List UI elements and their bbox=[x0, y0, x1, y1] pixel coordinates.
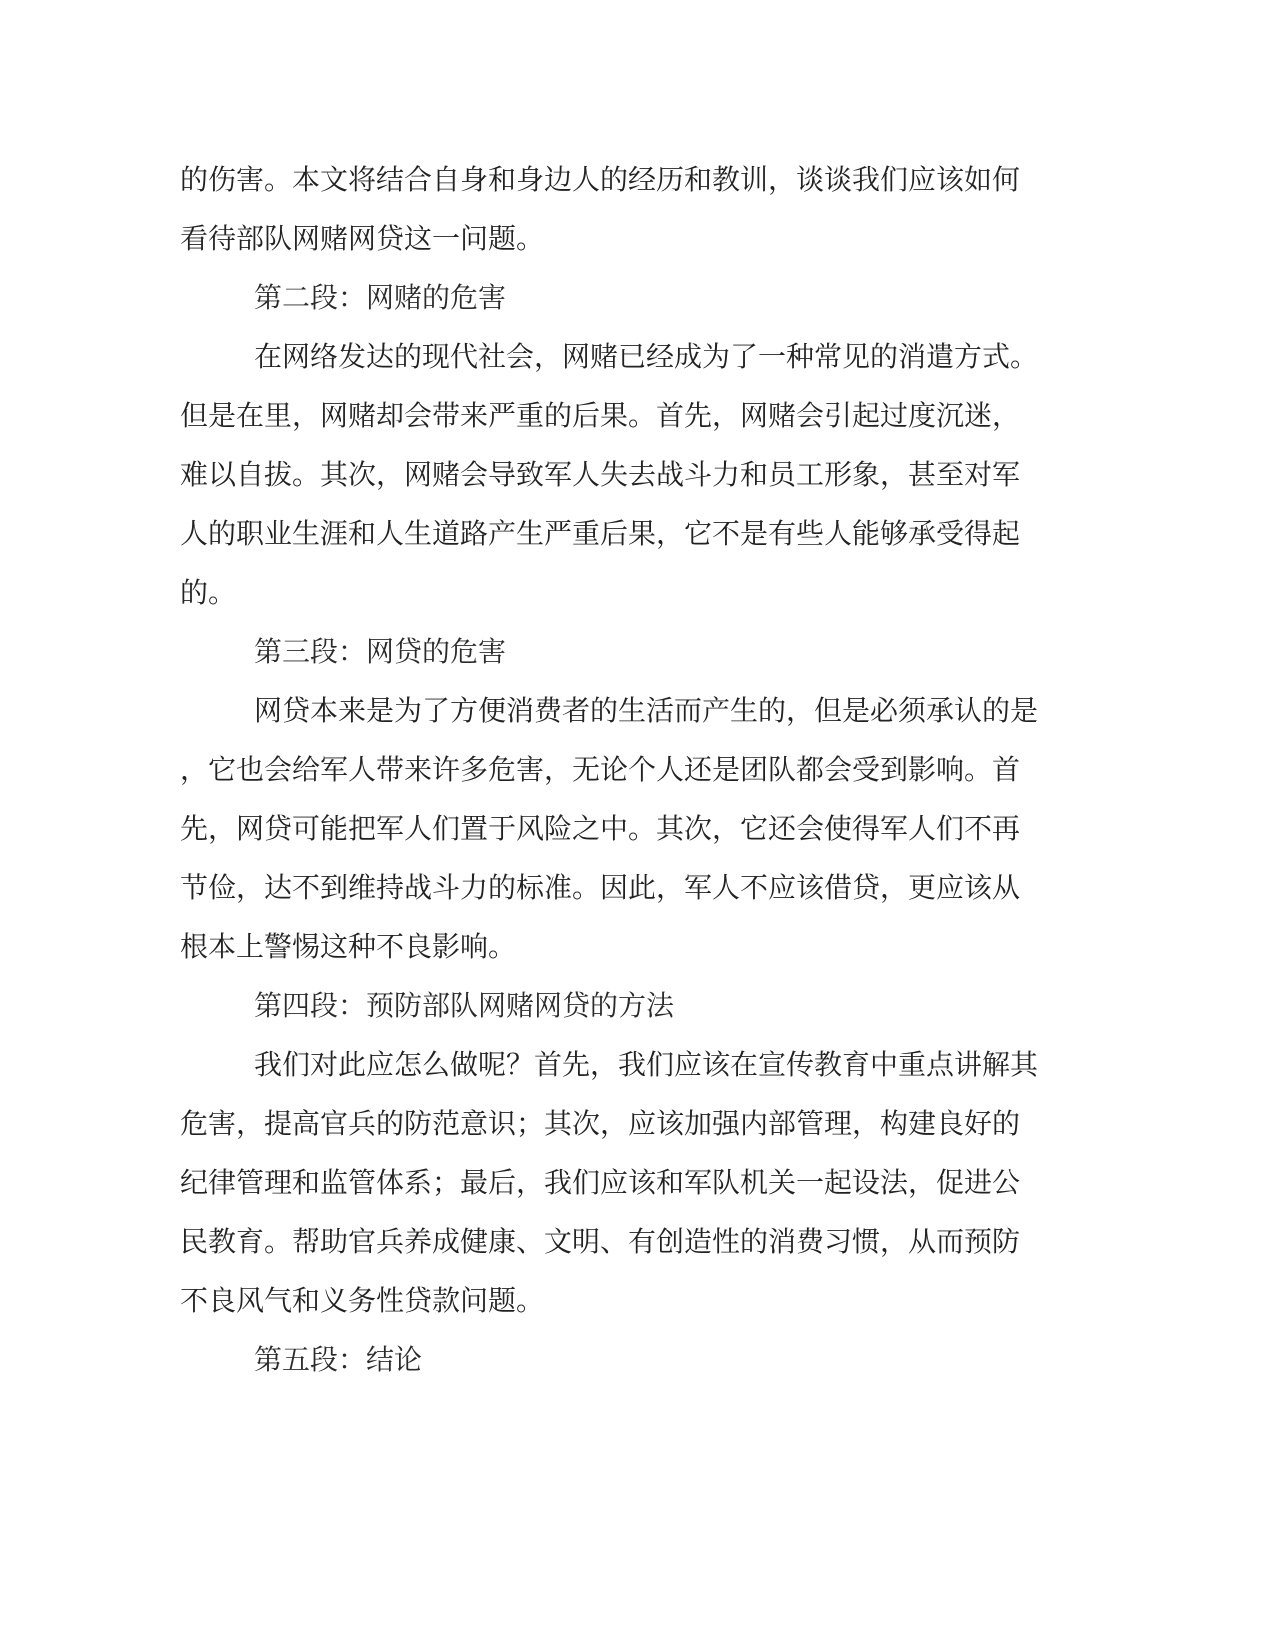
text-line: 不良风气和义务性贷款问题。 bbox=[180, 1284, 545, 1317]
text-line: 根本上警惕这种不良影响。 bbox=[180, 930, 517, 963]
text-line: 节俭，达不到维持战斗力的标准。因此，军人不应该借贷，更应该从 bbox=[180, 871, 1021, 904]
section-heading-4: 第四段：预防部队网赌网贷的方法 bbox=[254, 989, 675, 1022]
text-line: 看待部队网赌网贷这一问题。 bbox=[180, 222, 545, 255]
text-line: 先，网贷可能把军人们置于风险之中。其次，它还会使得军人们不再 bbox=[180, 812, 1021, 845]
section-heading-3: 第三段：网贷的危害 bbox=[254, 635, 507, 668]
text-line: 的伤害。本文将结合自身和身边人的经历和教训，谈谈我们应该如何 bbox=[180, 163, 1021, 196]
text-line: 网贷本来是为了方便消费者的生活而产生的，但是必须承认的是 bbox=[254, 694, 1039, 727]
text-line: 的。 bbox=[180, 576, 237, 609]
document-body bbox=[180, 150, 1040, 1389]
text-line: 人的职业生涯和人生道路产生严重后果，它不是有些人能够承受得起 bbox=[180, 517, 1021, 550]
text-line: 纪律管理和监管体系；最后，我们应该和军队机关一起设法，促进公 bbox=[180, 1166, 1021, 1199]
section-heading-5: 第五段：结论 bbox=[254, 1343, 423, 1376]
text-line: 在网络发达的现代社会，网赌已经成为了一种常见的消遣方式。 bbox=[254, 340, 1039, 373]
section-heading-2: 第二段：网赌的危害 bbox=[254, 281, 507, 314]
text-line: ，它也会给军人带来许多危害，无论个人还是团队都会受到影响。首 bbox=[180, 753, 1021, 786]
text-line: 民教育。帮助官兵养成健康、文明、有创造性的消费习惯，从而预防 bbox=[180, 1225, 1021, 1258]
text-line: 但是在里，网赌却会带来严重的后果。首先，网赌会引起过度沉迷， bbox=[180, 399, 1021, 432]
text-line: 难以自拔。其次，网赌会导致军人失去战斗力和员工形象，甚至对军 bbox=[180, 458, 1021, 491]
text-line: 危害，提高官兵的防范意识；其次，应该加强内部管理，构建良好的 bbox=[180, 1107, 1021, 1140]
text-line: 我们对此应怎么做呢？首先，我们应该在宣传教育中重点讲解其 bbox=[254, 1048, 1039, 1081]
